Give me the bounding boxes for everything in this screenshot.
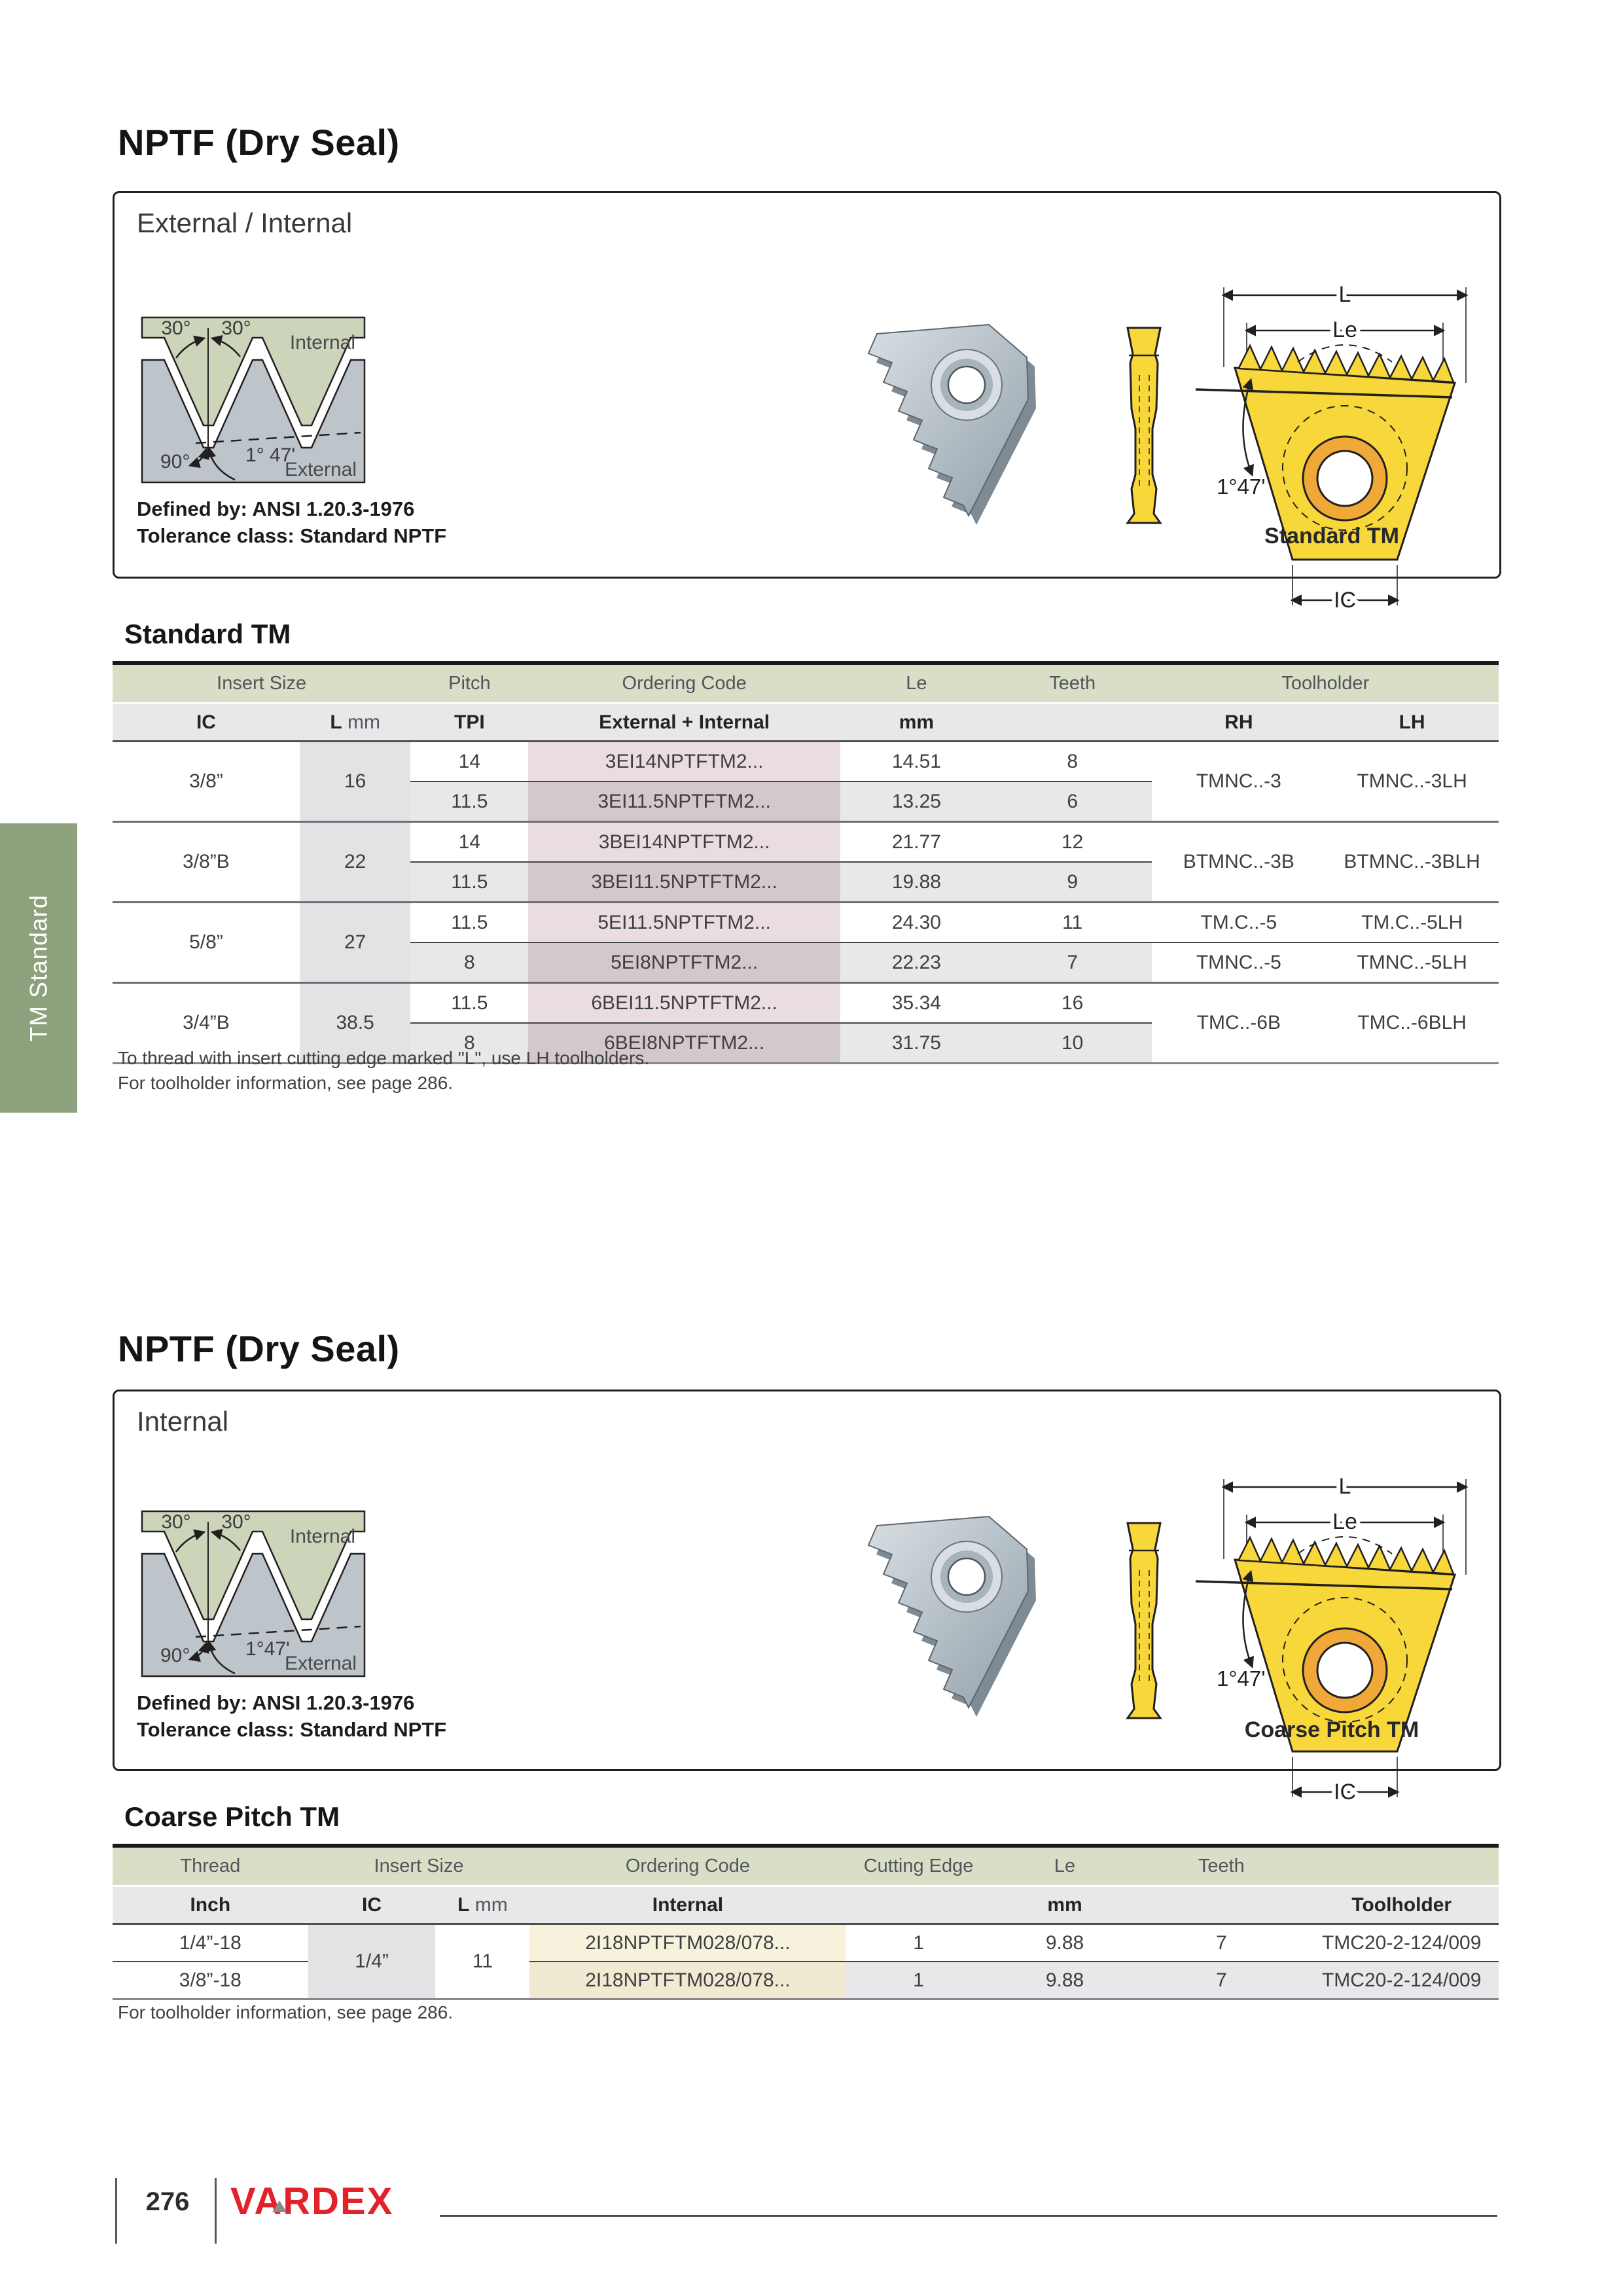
section2-box-label: Internal — [137, 1406, 229, 1437]
external-label: External — [284, 459, 357, 480]
col-empty — [993, 704, 1152, 742]
col-ordering-code: Ordering Code — [529, 1848, 846, 1886]
cell-teeth: 8 — [993, 742, 1152, 782]
cell-code: 5EI8NPTFTM2... — [528, 942, 840, 983]
vardex-logo-triangle — [272, 2200, 287, 2212]
col-toolholder: Toolholder — [1152, 665, 1499, 704]
cell-teeth: 16 — [993, 983, 1152, 1024]
cell-code: 2I18NPTFTM028/078... — [529, 1924, 846, 1962]
table-row — [113, 903, 1499, 943]
tolerance-line: Tolerance class: Standard NPTF — [137, 1718, 447, 1741]
coarse-table-note: For toolholder information, see page 286. — [118, 2002, 454, 2022]
cell-rh: BTMNC..-3B — [1152, 822, 1325, 903]
thread-profile-diagram — [137, 1485, 370, 1679]
cell-ic: 3/8” — [113, 742, 300, 822]
cell-tpi: 11.5 — [410, 903, 528, 943]
cell-code: 6BEI11.5NPTFTM2... — [528, 983, 840, 1024]
angle-90-label: 90° — [160, 1645, 190, 1666]
cell-inch: 1/4”-18 — [113, 1924, 308, 1962]
internal-label: Internal — [289, 1526, 355, 1547]
standard-table-heading: Standard TM — [124, 619, 291, 649]
cell-tpi: 14 — [410, 742, 528, 782]
cell-tpi: 11.5 — [410, 983, 528, 1024]
cell-code: 3EI11.5NPTFTM2... — [528, 781, 840, 822]
col-mm: mm — [840, 704, 993, 742]
cell-l: 38.5 — [300, 983, 410, 1063]
cell-tpi: 11.5 — [410, 781, 528, 822]
col-empty — [846, 1886, 991, 1924]
internal-label: Internal — [289, 332, 355, 353]
cell-tpi: 11.5 — [410, 862, 528, 903]
standard-definition — [137, 1689, 446, 1743]
col-insert-size: Insert Size — [113, 665, 410, 704]
insert-front-view — [1188, 1462, 1476, 1829]
col-teeth: Teeth — [993, 665, 1152, 704]
note-toolholder-page: For toolholder information, see page 286. — [118, 1073, 454, 1093]
insert-side-view — [1115, 324, 1173, 527]
col-l-mm: L mm — [435, 1886, 529, 1924]
cell-ic: 3/8”B — [113, 822, 300, 903]
angle-30-left-label: 30° — [161, 1511, 191, 1533]
col-pitch: Pitch — [410, 665, 528, 704]
insert-hole-inner — [948, 1558, 985, 1595]
dim-IC-label: IC — [1334, 1780, 1356, 1804]
col-mm: mm — [991, 1886, 1139, 1924]
table-row — [113, 1924, 1499, 1962]
cell-teeth: 6 — [993, 781, 1152, 822]
table-subheader-row — [113, 1886, 1499, 1924]
col-internal: Internal — [529, 1886, 846, 1924]
section1-box — [113, 191, 1501, 613]
dim-IC-label: IC — [1334, 588, 1356, 613]
cell-cutting-edge: 1 — [846, 1962, 991, 1998]
dim-Le-label: Le — [1332, 1509, 1357, 1534]
table-row — [113, 983, 1499, 1024]
sidebar-tab-tm-standard — [0, 823, 77, 1113]
angle-30-right-label: 30° — [221, 1511, 251, 1533]
table-row — [113, 822, 1499, 863]
col-teeth: Teeth — [1138, 1848, 1304, 1886]
col-le: Le — [840, 665, 993, 704]
cell-teeth: 7 — [1138, 1924, 1304, 1962]
cell-teeth: 10 — [993, 1023, 1152, 1062]
cell-tpi: 8 — [410, 942, 528, 983]
col-le: Le — [991, 1848, 1139, 1886]
dim-angle-label: 1°47' — [1217, 1666, 1266, 1691]
cell-rh: TMNC..-3 — [1152, 742, 1325, 822]
cell-lh: TMNC..-3LH — [1325, 742, 1499, 822]
table-header-row — [113, 665, 1499, 704]
insert-hole-inner — [948, 367, 985, 403]
standard-table-notes — [118, 1046, 649, 1096]
col-ic: IC — [308, 1886, 436, 1924]
cell-ic: 3/4”B — [113, 983, 300, 1063]
table-row — [113, 742, 1499, 782]
vardex-logo: VARDEX — [230, 2180, 394, 2223]
cell-teeth: 9 — [993, 862, 1152, 903]
section1-title: NPTF (Dry Seal) — [118, 122, 400, 163]
col-insert-size: Insert Size — [308, 1848, 530, 1886]
defined-by-line: Defined by: ANSI 1.20.3-1976 — [137, 497, 415, 520]
cell-teeth: 7 — [1138, 1962, 1304, 1998]
section1-box-label: External / Internal — [137, 207, 353, 238]
flank-angle-label: 1°47' — [245, 1638, 290, 1660]
insert-3d-image — [821, 308, 1096, 530]
insert-type-caption: Coarse Pitch TM — [1244, 1717, 1419, 1742]
angle-30-right-label: 30° — [221, 317, 251, 339]
col-inch: Inch — [113, 1886, 308, 1924]
front-hole — [1317, 1643, 1372, 1698]
cell-lh: BTMNC..-3BLH — [1325, 822, 1499, 903]
cell-lh: TM.C..-5LH — [1325, 903, 1499, 943]
cell-le: 31.75 — [840, 1023, 993, 1062]
insert-3d-image — [821, 1499, 1096, 1722]
cell-le: 9.88 — [991, 1962, 1139, 1998]
cell-lh: TMNC..-5LH — [1325, 942, 1499, 983]
dim-Le-label: Le — [1332, 317, 1357, 342]
page-number: 276 — [145, 2187, 190, 2216]
footer-rule — [440, 2215, 1497, 2217]
note-lh-toolholders: To thread with insert cutting edge marked "L", use LH toolholders. — [118, 1048, 650, 1068]
col-ic: IC — [113, 704, 300, 742]
cell-rh: TM.C..-5 — [1152, 903, 1325, 943]
section2-title: NPTF (Dry Seal) — [118, 1328, 400, 1369]
cell-ic: 5/8” — [113, 903, 300, 983]
cell-code: 2I18NPTFTM028/078... — [529, 1962, 846, 1998]
col-cutting-edge: Cutting Edge — [846, 1848, 991, 1886]
cell-code: 3BEI11.5NPTFTM2... — [528, 862, 840, 903]
coarse-table-heading: Coarse Pitch TM — [124, 1801, 340, 1832]
cell-le: 19.88 — [840, 862, 993, 903]
dim-angle-label: 1°47' — [1217, 475, 1266, 499]
cell-le: 35.34 — [840, 983, 993, 1024]
cell-code: 3EI14NPTFTM2... — [528, 742, 840, 782]
cell-code: 3BEI14NPTFTM2... — [528, 822, 840, 863]
dim-L-label: L — [1338, 282, 1351, 307]
col-lh: LH — [1325, 704, 1499, 742]
angle-90-label: 90° — [160, 451, 190, 473]
cell-tpi: 8 — [410, 1023, 528, 1062]
standard-tm-table — [113, 661, 1499, 1064]
insert-side-view — [1115, 1519, 1173, 1722]
col-rh: RH — [1152, 704, 1325, 742]
cell-le: 9.88 — [991, 1924, 1139, 1962]
insert-front-view — [1188, 270, 1476, 637]
col-toolholder: Toolholder — [1304, 1886, 1499, 1924]
cell-l: 16 — [300, 742, 410, 822]
thread-profile-diagram — [137, 291, 370, 485]
footer-divider — [215, 2178, 217, 2244]
table-header-row — [113, 1848, 1499, 1886]
col-ext-int: External + Internal — [528, 704, 840, 742]
cell-inch: 3/8”-18 — [113, 1962, 308, 1998]
cell-l: 27 — [300, 903, 410, 983]
cell-l: 11 — [435, 1924, 529, 1999]
cell-le: 21.77 — [840, 822, 993, 863]
cell-ic: 1/4” — [308, 1924, 436, 1999]
standard-definition — [137, 495, 446, 549]
cell-code: 6BEI8NPTFTM2... — [528, 1023, 840, 1062]
flank-angle-label: 1° 47' — [245, 444, 296, 466]
cell-lh: TMC..-6BLH — [1325, 983, 1499, 1063]
angle-30-left-label: 30° — [161, 317, 191, 339]
table-subheader-row — [113, 704, 1499, 742]
cell-toolholder: TMC20-2-124/009 — [1304, 1924, 1499, 1962]
col-thread: Thread — [113, 1848, 308, 1886]
coarse-pitch-tm-table — [113, 1844, 1499, 2000]
cell-le: 14.51 — [840, 742, 993, 782]
cell-le: 22.23 — [840, 942, 993, 983]
cell-toolholder: TMC20-2-124/009 — [1304, 1962, 1499, 1998]
sidebar-tab-label: TM Standard — [25, 894, 52, 1042]
cell-tpi: 14 — [410, 822, 528, 863]
cell-cutting-edge: 1 — [846, 1924, 991, 1962]
cell-le: 13.25 — [840, 781, 993, 822]
col-l-mm: L mm — [300, 704, 410, 742]
external-label: External — [284, 1653, 357, 1674]
cell-teeth: 7 — [993, 942, 1152, 983]
tolerance-line: Tolerance class: Standard NPTF — [137, 524, 447, 547]
dim-L-label: L — [1338, 1474, 1351, 1499]
cell-code: 5EI11.5NPTFTM2... — [528, 903, 840, 943]
defined-by-line: Defined by: ANSI 1.20.3-1976 — [137, 1691, 415, 1714]
cell-rh: TMC..-6B — [1152, 983, 1325, 1063]
footer-divider — [115, 2178, 117, 2244]
cell-teeth: 11 — [993, 903, 1152, 943]
col-tpi: TPI — [410, 704, 528, 742]
col-empty — [1304, 1848, 1499, 1886]
cell-teeth: 12 — [993, 822, 1152, 863]
col-ordering-code: Ordering Code — [528, 665, 840, 704]
cell-rh: TMNC..-5 — [1152, 942, 1325, 983]
insert-type-caption: Standard TM — [1264, 524, 1399, 548]
cell-le: 24.30 — [840, 903, 993, 943]
col-empty — [1138, 1886, 1304, 1924]
cell-l: 22 — [300, 822, 410, 903]
section2-box — [113, 1390, 1501, 1804]
front-hole — [1317, 451, 1372, 506]
